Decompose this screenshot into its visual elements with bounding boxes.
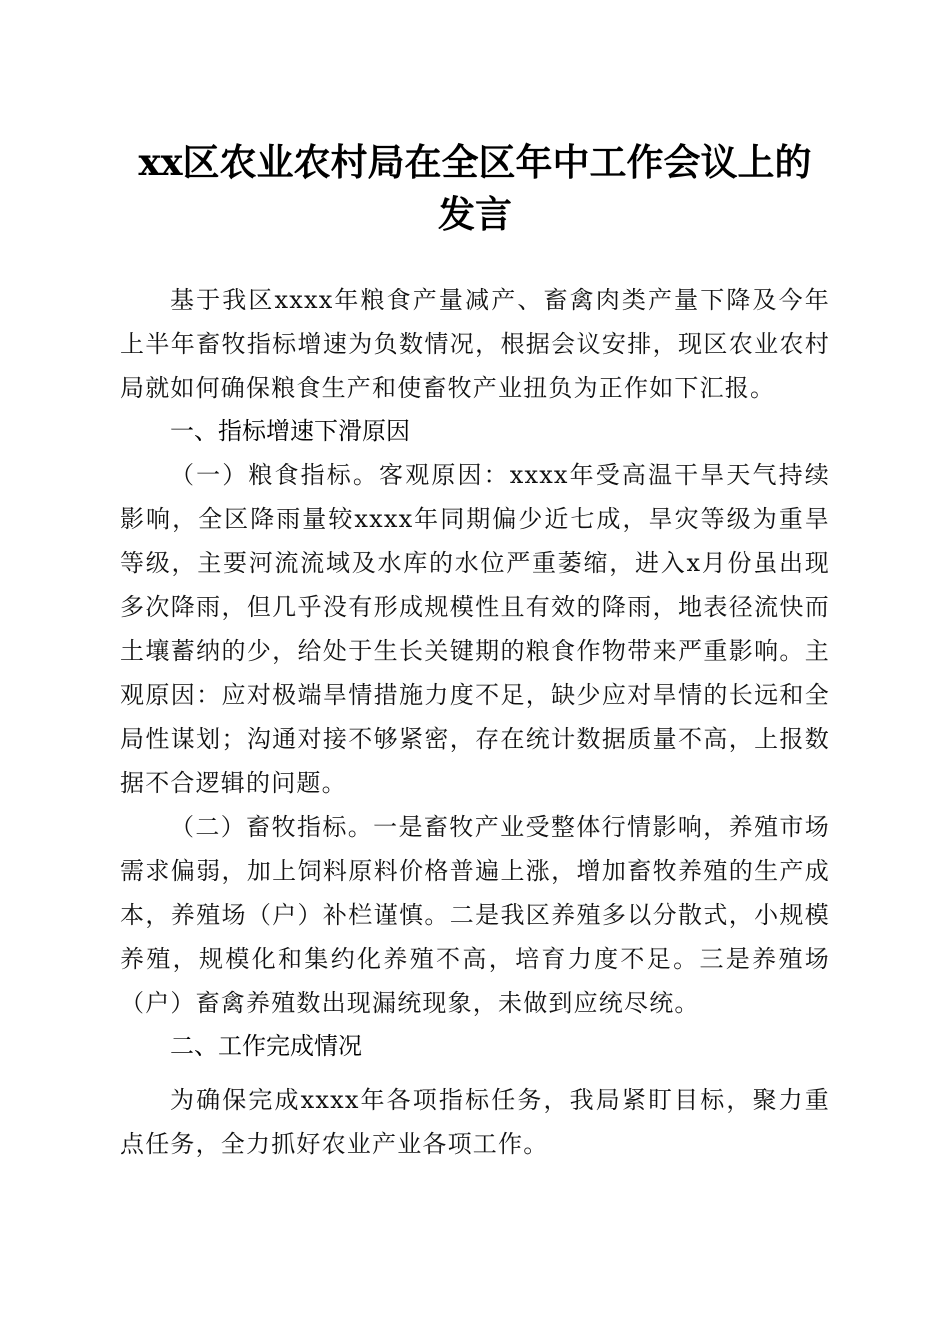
livestock-indicator-paragraph: （二）畜牧指标。一是畜牧产业受整体行情影响，养殖市场需求偏弱，加上饲料原料价格普遍上涨，增加畜牧养殖的生产成本，养殖场（户）补栏谨慎。二是我区养殖多以分散式，小规模养殖，规模化和集约化养殖不高，培育力度不足。三是养殖场（户）畜禽养殖数出现漏统现象，未做到应统尽统。 [120, 813, 830, 1017]
grain-indicator-paragraph: （一）粮食指标。客观原因：xxxx年受高温干旱天气持续影响，全区降雨量较xxxx年同期偏少近七成，旱灾等级为重旱等级，主要河流流域及水库的水位严重萎缩，进入x月份虽出现多次降雨，但几乎没有形成规模性且有效的降雨，地表径流快而土壤蓄纳的少，给处于生长关键期的粮食作物带来严重影响。主观原因：应对极端旱情措施力度不足，缺少应对旱情的长远和全局性谋划；沟通对接不够紧密，存在统计数据质量不高，上报数据不合逻辑的问题。 [120, 461, 830, 797]
document-title: xx区农业农村局在全区年中工作会议上的发言 [138, 140, 812, 236]
work-completion-paragraph: 为确保完成xxxx年各项指标任务，我局紧盯目标，聚力重点任务，全力抓好农业产业各项工作。 [120, 1086, 830, 1158]
section-heading-2: 二、工作完成情况 [170, 1032, 362, 1060]
intro-paragraph: 基于我区xxxx年粮食产量减产、畜禽肉类产量下降及今年上半年畜牧指标增速为负数情况，根据会议安排，现区农业农村局就如何确保粮食生产和使畜牧产业扭负为正作如下汇报。 [120, 286, 830, 402]
section-heading-1: 一、指标增速下滑原因 [170, 417, 410, 445]
